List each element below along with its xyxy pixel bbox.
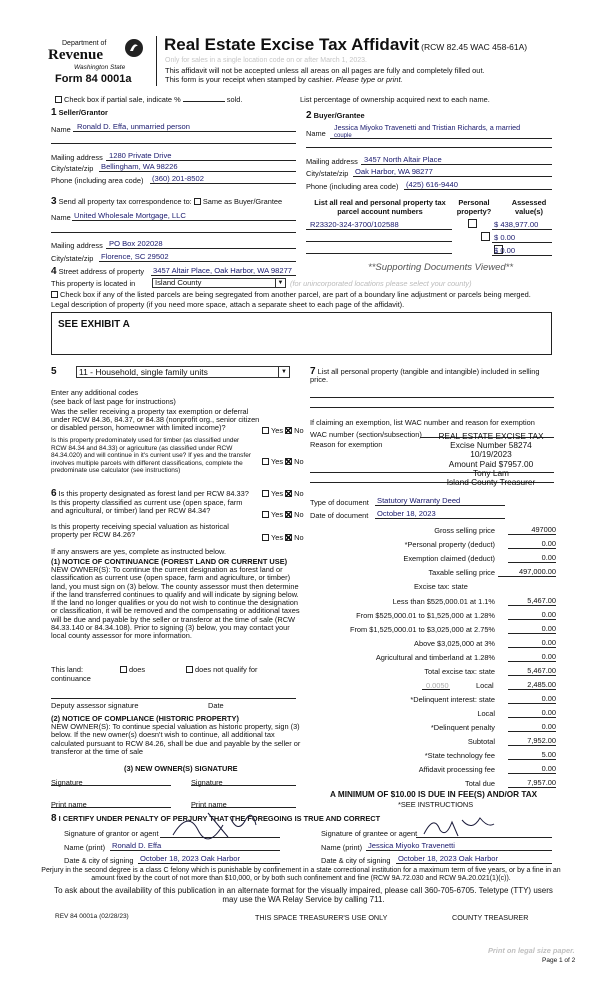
assessed-value-1[interactable]: $ 0.00 [494, 233, 516, 242]
notice3-title: (3) NEW OWNER(S) SIGNATURE [124, 764, 238, 773]
tier4-label: Above $3,025,000 at 3% [414, 639, 495, 648]
buyer-name-line1[interactable]: Jessica Miyoko Travenetti and Tristian Richards, a married [334, 123, 521, 132]
stamp-line3: 10/19/2023 [470, 449, 512, 460]
personal-property-checkbox-1[interactable] [481, 232, 490, 241]
no-label: No [294, 457, 304, 466]
doc-type[interactable]: Statutory Warranty Deed [377, 496, 461, 505]
forest-question: Is this property designated as forest land per RCW 84.33? [58, 489, 249, 498]
personal-value[interactable]: 0.00 [508, 539, 556, 549]
county-select[interactable] [152, 278, 286, 288]
exemption-yes-checkbox[interactable] [262, 427, 269, 434]
forest-yes-no [262, 489, 304, 498]
current-use-question: Is this property classified as current use (open space, farm and agricultural, or timber) land per RCW 84.34? [51, 498, 243, 516]
taxable-label: Taxable selling price [428, 568, 495, 577]
segregated-row [51, 290, 531, 299]
ag-value[interactable]: 0.00 [508, 652, 556, 662]
local-rate: 0.0050 [426, 681, 449, 690]
header-divider [156, 36, 157, 86]
buyer-mailing[interactable]: 3457 North Altair Place [364, 155, 442, 164]
aff-fee-value[interactable]: 0.00 [508, 764, 556, 774]
tier1-label: Less than $525,000.01 at 1.1% [392, 597, 495, 606]
forest-no-checkbox[interactable] [285, 490, 292, 497]
doc-date-label: Date of document [310, 511, 369, 520]
grantor-name-label: Name (print) [64, 843, 106, 852]
grantor-sig-label: Signature of grantor or agent [64, 829, 159, 838]
treasurer-stamp [430, 432, 552, 487]
subtotal-value[interactable]: 7,952.00 [508, 736, 556, 746]
total-state-label: Total excise tax: state [424, 667, 495, 676]
chevron-down-icon[interactable]: ▼ [275, 279, 285, 287]
does-not-label: does not qualify for [195, 665, 258, 674]
current-use-no-checkbox[interactable] [285, 511, 292, 518]
doc-type-label: Type of document [310, 498, 369, 507]
yes-label: Yes [271, 426, 284, 435]
yes-label: Yes [271, 533, 284, 542]
partial-pct-field[interactable] [183, 101, 225, 102]
notice2-body: NEW OWNER(S): To continue special valuation as historic property, sign (3) below. If the new owner(s) doesn't wish to continue, all additional tax calculated pursuant to RCW 84.26, shall be due and payable by the seller or transferor at the time of sale [51, 722, 301, 756]
tier4-value[interactable]: 0.00 [508, 638, 556, 648]
buyer-phone[interactable]: (425) 616-9440 [406, 180, 458, 189]
buyer-mailing-label: Mailing address [306, 157, 358, 166]
doc-date[interactable]: October 18, 2023 [377, 509, 436, 518]
section6-q1: 6 Is this property designated as forest land per RCW 84.33? [51, 488, 249, 499]
buyer-phone-label: Phone (including area code) [306, 182, 399, 191]
total-due-label: Total due [465, 779, 495, 788]
current-use-yes-checkbox[interactable] [262, 511, 269, 518]
certify-text: I CERTIFY UNDER PENALTY OF PERJURY THAT THE FOREGOING IS TRUE AND CORRECT [58, 814, 381, 823]
treasurer-use: THIS SPACE TREASURER'S USE ONLY [255, 913, 388, 922]
grantee-signature[interactable] [418, 812, 498, 840]
yes-label: Yes [271, 510, 284, 519]
corr-mailing[interactable]: PO Box 202028 [109, 239, 163, 248]
grantor-name[interactable]: Ronald D. Effa [112, 841, 162, 850]
dept-line1: Department of [62, 40, 107, 47]
timber-yes-no [262, 457, 304, 466]
excise-state-label: Excise tax: state [414, 582, 468, 591]
reason-label: Reason for exemption [310, 440, 383, 449]
personal-property-checkbox-0[interactable] [468, 219, 477, 228]
subtotal-label: Subtotal [467, 737, 495, 746]
total-state-value[interactable]: 5,467.00 [508, 666, 556, 676]
new-owner-signature-1: Signature [51, 778, 83, 787]
no-label: No [294, 426, 304, 435]
does-checkbox[interactable] [120, 666, 127, 673]
local2-value[interactable]: 0.00 [508, 708, 556, 718]
local2-label: Local [477, 709, 495, 718]
taxable-value[interactable]: 497,000.00 [498, 567, 556, 577]
grantor-date[interactable]: October 18, 2023 Oak Harbor [140, 854, 241, 863]
wac-number-label: WAC number (section/subsection) [310, 430, 422, 439]
buyer-city[interactable]: Oak Harbor, WA 98277 [355, 167, 433, 176]
receipt-text: This form is your receipt when stamped by cashier. [165, 75, 334, 84]
stamp-line6: Island County Treasurer [446, 477, 536, 488]
title-ref: (RCW 82.45 WAC 458-61A) [421, 42, 528, 52]
gross-label: Gross selling price [434, 526, 495, 535]
buyer-city-label: City/state/zip [306, 169, 349, 178]
ag-label: Agricultural and timberland at 1.28% [375, 653, 495, 662]
rev-number: REV 84 0001a (02/28/23) [55, 913, 129, 920]
exemption-no-checkbox[interactable] [285, 427, 292, 434]
notice1-title: (1) NOTICE OF CONTINUANCE (FOREST LAND OR CURRENT USE) [51, 557, 288, 566]
total-due-value[interactable]: 7,957.00 [508, 778, 556, 788]
current-use-yes-no [262, 510, 304, 519]
additional-codes-2: (see back of last page for instructions) [51, 397, 176, 406]
form-title [164, 35, 527, 55]
legal-description-box[interactable] [51, 312, 552, 355]
form-number: Form 84 0001a [55, 73, 132, 85]
parcels-col2: Personal property? [456, 198, 492, 216]
delinq-pen-label: *Delinquent penalty [430, 723, 495, 732]
continuance-label: continuance [51, 674, 91, 683]
chevron-down-icon[interactable]: ▼ [278, 367, 289, 377]
section4-street: 4 Street address of property [51, 266, 145, 277]
assessed-value-0[interactable]: $ 438,977.00 [494, 220, 539, 229]
seller-heading-text: Seller/Grantor [58, 108, 108, 117]
corr-name[interactable]: United Wholesale Mortgage, LLC [74, 211, 186, 220]
if-yes-note: If any answers are yes, complete as instructed below. [51, 547, 226, 556]
title-main: Real Estate Excise Tax Affidavit [164, 35, 420, 54]
stamp-line1: REAL ESTATE EXCISE TAX [438, 431, 544, 441]
county-treasurer: COUNTY TREASURER [452, 913, 529, 922]
yes-label: Yes [271, 457, 284, 466]
parcels-col3: Assessed value(s) [511, 198, 547, 216]
tech-fee-value[interactable]: 5.00 [508, 750, 556, 760]
partial-sale-row [55, 95, 242, 104]
new-owner-signature-2: Signature [191, 778, 223, 787]
dept-revenue: Revenue [48, 47, 103, 63]
corr-mailing-label: Mailing address [51, 241, 103, 250]
perjury-note [41, 867, 561, 883]
legal-description-label: Legal description of property (if you need more space, attach a separate sheet to each page of the affidavit). [51, 300, 405, 309]
located-label: This property is located in [51, 279, 136, 288]
supporting-docs-stamp: **Supporting Documents Viewed** [368, 262, 514, 273]
accessibility-note: To ask about the availability of this publication in an alternate format for the visually impaired, please call 360-705-6705. Teletype (TTY) users may use the WA Relay Service by calling 711. [54, 886, 553, 904]
buyer-heading-text: Buyer/Grantee [313, 111, 365, 120]
local-value[interactable]: 2,485.00 [508, 680, 556, 690]
partial-sold: sold. [226, 95, 243, 104]
grantee-date[interactable]: October 18, 2023 Oak Harbor [398, 854, 499, 863]
stamp-line5: Tony Lam [473, 467, 509, 478]
exemption-yes-no [262, 426, 304, 435]
perjury-text: Perjury in the second degree is a class C felony which is punishable by confinement in a state correctional institution for a maximum term of five years, or by a fine in an amount fixed by the court of not more than $10,000, or by both such confinement and fine (RCW 9A.72.030 and RCW 9A.20.021(1)(c)). [41, 867, 561, 883]
new-owner-print-2: Print name [191, 800, 227, 809]
use-code-select[interactable] [76, 366, 290, 378]
section7-heading: 7 List all personal property (tangible and intangible) included in selling price. [310, 366, 540, 385]
aff-fee-label: Affidavit processing fee [418, 765, 495, 774]
segregated-checkbox[interactable] [51, 291, 58, 298]
certify: 8 I CERTIFY UNDER PENALTY OF PERJURY THAT THE FOREGOING IS TRUE AND CORRECT [51, 813, 381, 824]
not-accepted-note: This affidavit will not be accepted unless all areas on all pages are fully and completely filled out. [165, 66, 485, 75]
grantee-sig-label: Signature of grantee or agent [321, 829, 418, 838]
notice1-body: NEW OWNER(S): To continue the current designation as forest land or classification as current use (open space, farm and agriculture, or timber) land, you must sign on (3) below. The county assessor must then determine if the land transferred continues to qualify and will indicate by signing below. If the land no longer qualifies or you do not wish to continue the designation or classification, it will be removed and the compensating or additional taxes will be due and payable by the seller or transferor at the time of sale (RCW 84.33.140 or 84.34.108). Prior to signing (3) below, you may contact your local county assessor for more information. [51, 565, 300, 641]
same-as-buyer-checkbox[interactable] [194, 198, 201, 205]
tier3-label: From $1,525,000.01 to $3,025,000 at 2.75% [349, 625, 495, 634]
no-label: No [294, 533, 304, 542]
additional-codes-1: Enter any additional codes [51, 388, 139, 397]
grantor-date-label: Date & city of signing [64, 856, 134, 865]
section3-label: Send all property tax correspondence to: [58, 197, 192, 206]
timber-question: Is this property predominately used for timber (as classified under RCW 84.34 and 84.33) or agriculture (as classified under RCW 84.34.020) and will continue in it's current use? If yes and the transfer involves multiple parcels with different classifications, complete the predominate use calculator (see instructions) [51, 437, 251, 475]
does-option [120, 665, 145, 674]
parcels-col1: List all real and personal property tax parcel account numbers [314, 198, 446, 216]
delinq-int-label: *Delinquent interest: state [410, 695, 495, 704]
seller-city[interactable]: Bellingham, WA 98226 [101, 162, 178, 171]
parcel-account-0[interactable]: R23320-324-3700/102588 [310, 220, 399, 229]
grantee-date-label: Date & city of signing [321, 856, 391, 865]
delinq-int-value[interactable]: 0.00 [508, 694, 556, 704]
corr-city[interactable]: Florence, SC 29502 [101, 252, 169, 261]
tier1-value[interactable]: 5,467.00 [508, 596, 556, 606]
personal-label: *Personal property (deduct) [404, 540, 495, 549]
stamp-line4: Amount Paid $7957.00 [448, 458, 534, 469]
receipt-note [165, 75, 403, 84]
page-number: Page 1 of 2 [542, 957, 576, 964]
tier2-value[interactable]: 0.00 [508, 610, 556, 620]
timber-no-checkbox[interactable] [285, 458, 292, 465]
tech-fee-label: *State technology fee [424, 751, 495, 760]
exemption-claim-label: If claiming an exemption, list WAC number and reason for exemption [310, 418, 535, 427]
minimum-due: A MINIMUM OF $10.00 IS DUE IN FEE(S) AND/OR TAX [330, 790, 538, 799]
yes-label: Yes [271, 489, 284, 498]
use-code-value: 11 - Household, single family units [79, 367, 208, 377]
this-land-label: This land: [51, 665, 84, 674]
delinq-pen-value[interactable]: 0.00 [508, 722, 556, 732]
assessed-value-2[interactable]: $ 0.00 [494, 246, 516, 255]
buyer-heading: 2 Buyer/Grantee [306, 110, 365, 121]
grantor-signature[interactable] [168, 805, 268, 841]
does-not-checkbox[interactable] [186, 666, 193, 673]
county-value: Island County [155, 278, 202, 287]
exemption-question: Was the seller receiving a property tax exemption or deferral under RCW 84.36, 84.37, or 84.38 (nonprofit org., senior citizen or disabled person, homeowner with limited income)? [51, 407, 260, 433]
timber-yes-checkbox[interactable] [262, 458, 269, 465]
seller-mailing-label: Mailing address [51, 153, 103, 162]
seller-city-label: City/state/zip [51, 164, 94, 173]
grantee-name[interactable]: Jessica Miyoko Travenetti [368, 841, 455, 850]
no-label: No [294, 489, 304, 498]
list-percentage-note: List percentage of ownership acquired next to each name. [300, 95, 490, 104]
partial-sale-checkbox[interactable] [55, 96, 62, 103]
seller-heading: 1 Seller/Grantor [51, 107, 108, 118]
see-instructions: *SEE INSTRUCTIONS [398, 800, 474, 809]
gross-value[interactable]: 497000 [508, 525, 556, 535]
does-label: does [129, 665, 146, 674]
buyer-name-line2[interactable]: couple [334, 133, 352, 139]
revenue-logo-icon [124, 38, 144, 58]
street-label: Street address of property [58, 267, 145, 276]
unincorporated-note: (for unincorporated locations please select your county) [290, 279, 472, 288]
forest-yes-checkbox[interactable] [262, 490, 269, 497]
legal-description-value: SEE EXHIBIT A [58, 319, 130, 330]
stamp-line2: Excise Number 58274 [450, 440, 532, 451]
section5-number: 5 [51, 366, 57, 377]
section7-label: List all personal property (tangible and intangible) included in selling price. [310, 367, 540, 385]
exemption-label: Exemption claimed (deduct) [403, 554, 495, 563]
tier2-label: From $525,000.01 to $1,525,000 at 1.28% [356, 611, 495, 620]
only-for-note: Only for sales in a single location code on or after March 1, 2023. [165, 57, 367, 64]
dept-state: Washington State [74, 64, 126, 71]
legal-paper-note: Print on legal size paper. [488, 946, 575, 955]
seller-phone-label: Phone (including area code) [51, 176, 144, 185]
partial-label: Check box if partial sale, indicate % [64, 95, 181, 104]
new-owner-print-1: Print name [51, 800, 87, 809]
property-street[interactable]: 3457 Altair Place, Oak Harbor, WA 98277 [153, 266, 293, 275]
notice2-title: (2) NOTICE OF COMPLIANCE (HISTORIC PROPERTY) [51, 714, 239, 723]
corr-name-label: Name [51, 213, 71, 222]
seller-name[interactable]: Ronald D. Effa, unmarried person [77, 122, 190, 131]
section3-heading: 3 Send all property tax correspondence to: Same as Buyer/Grantee [51, 196, 283, 207]
buyer-name-label: Name [306, 129, 326, 138]
no-label: No [294, 510, 304, 519]
historic-question: Is this property receiving special valuation as historical property per RCW 84.26? [51, 522, 229, 540]
grantee-name-label: Name (print) [321, 843, 363, 852]
type-print-text: Please type or print. [335, 75, 403, 84]
local-label: Local [476, 681, 494, 690]
deputy-date-label: Date [208, 701, 224, 710]
same-as-label: Same as Buyer/Grantee [202, 197, 283, 206]
exemption-value[interactable]: 0.00 [508, 553, 556, 563]
seller-name-label: Name [51, 125, 71, 134]
deputy-signature-label: Deputy assessor signature [51, 701, 139, 710]
tier3-value[interactable]: 0.00 [508, 624, 556, 634]
seller-phone[interactable]: (360) 201-8502 [152, 174, 204, 183]
seller-mailing[interactable]: 1280 Private Drive [109, 151, 172, 160]
segregated-label: Check box if any of the listed parcels are being segregated from another parcel, are part of a boundary line adjustment or parcels being merged. [60, 290, 531, 299]
corr-city-label: City/state/zip [51, 254, 94, 263]
